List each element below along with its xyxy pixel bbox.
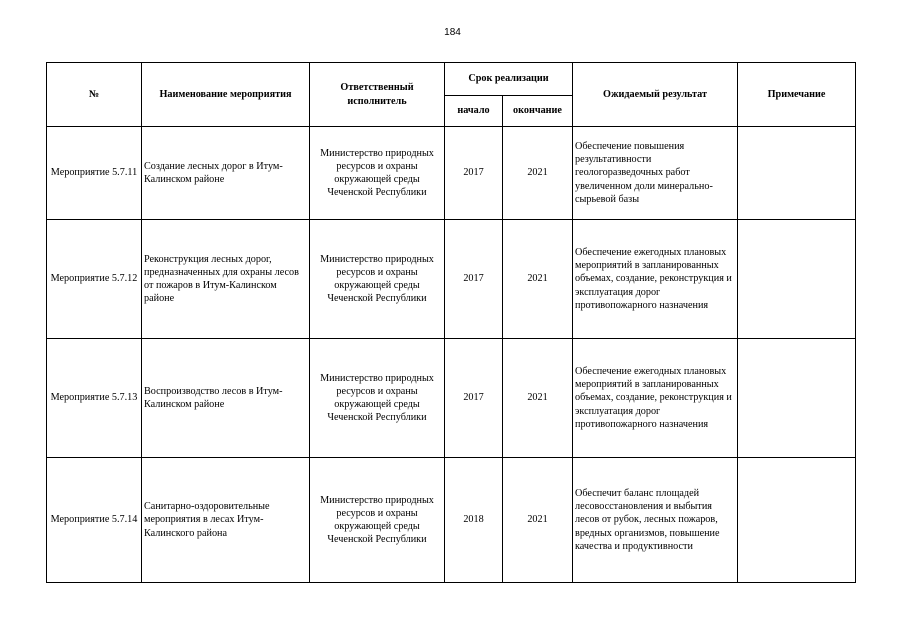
measure-executor: Министерство природных ресурсов и охраны окружающей среды Чеченской Республики xyxy=(310,339,445,458)
measure-number: Мероприятие 5.7.12 xyxy=(47,220,142,339)
measure-executor: Министерство природных ресурсов и охраны окружающей среды Чеченской Республики xyxy=(310,458,445,583)
measure-result: Обеспечит баланс площадей лесовосстановления и выбытия лесов от рубок, лесных пожаров, вредных организмов, повышение качества и продуктивности xyxy=(573,458,738,583)
header-result: Ожидаемый результат xyxy=(573,63,738,127)
table-row xyxy=(47,458,856,583)
measure-number: Мероприятие 5.7.13 xyxy=(47,339,142,458)
table-row xyxy=(47,339,856,458)
measure-start: 2017 xyxy=(445,127,503,220)
header-executor: Ответственный исполнитель xyxy=(310,63,445,127)
measures-table xyxy=(46,62,856,583)
measure-number: Мероприятие 5.7.14 xyxy=(47,458,142,583)
header-start: начало xyxy=(445,96,503,127)
page-number: 184 xyxy=(444,27,461,38)
header-period: Срок реализации xyxy=(445,63,573,96)
header-end: окончание xyxy=(503,96,573,127)
measure-end: 2021 xyxy=(503,339,573,458)
measure-start: 2017 xyxy=(445,339,503,458)
measure-name: Реконструкция лесных дорог, предназначенных для охраны лесов от пожаров в Итум-Калинском районе xyxy=(142,220,310,339)
measure-name: Создание лесных дорог в Итум-Калинском районе xyxy=(142,127,310,220)
measure-result: Обеспечение повышения результативности геологоразведочных работ увеличенном доли минерально-сырьевой базы xyxy=(573,127,738,220)
measure-executor: Министерство природных ресурсов и охраны окружающей среды Чеченской Республики xyxy=(310,127,445,220)
header-note: Примечание xyxy=(738,63,856,127)
measure-result: Обеспечение ежегодных плановых мероприятий в запланированных объемах, создание, реконструкция и эксплуатация дорог противопожарного назначения xyxy=(573,220,738,339)
measure-name: Санитарно-оздоровительные мероприятия в лесах Итум-Калинского района xyxy=(142,458,310,583)
header-row xyxy=(47,63,856,96)
measure-start: 2018 xyxy=(445,458,503,583)
measure-end: 2021 xyxy=(503,458,573,583)
measure-number: Мероприятие 5.7.11 xyxy=(47,127,142,220)
measure-note xyxy=(738,127,856,220)
measure-note xyxy=(738,458,856,583)
measure-end: 2021 xyxy=(503,127,573,220)
header-name: Наименование мероприятия xyxy=(142,63,310,127)
table-row xyxy=(47,220,856,339)
measure-note xyxy=(738,220,856,339)
measure-start: 2017 xyxy=(445,220,503,339)
header-number: № xyxy=(47,63,142,127)
measure-executor: Министерство природных ресурсов и охраны окружающей среды Чеченской Республики xyxy=(310,220,445,339)
table-row xyxy=(47,127,856,220)
measure-name: Воспроизводство лесов в Итум-Калинском районе xyxy=(142,339,310,458)
measure-end: 2021 xyxy=(503,220,573,339)
measure-result: Обеспечение ежегодных плановых мероприятий в запланированных объемах, создание, реконструкция и эксплуатация дорог противопожарного назначения xyxy=(573,339,738,458)
measure-note xyxy=(738,339,856,458)
